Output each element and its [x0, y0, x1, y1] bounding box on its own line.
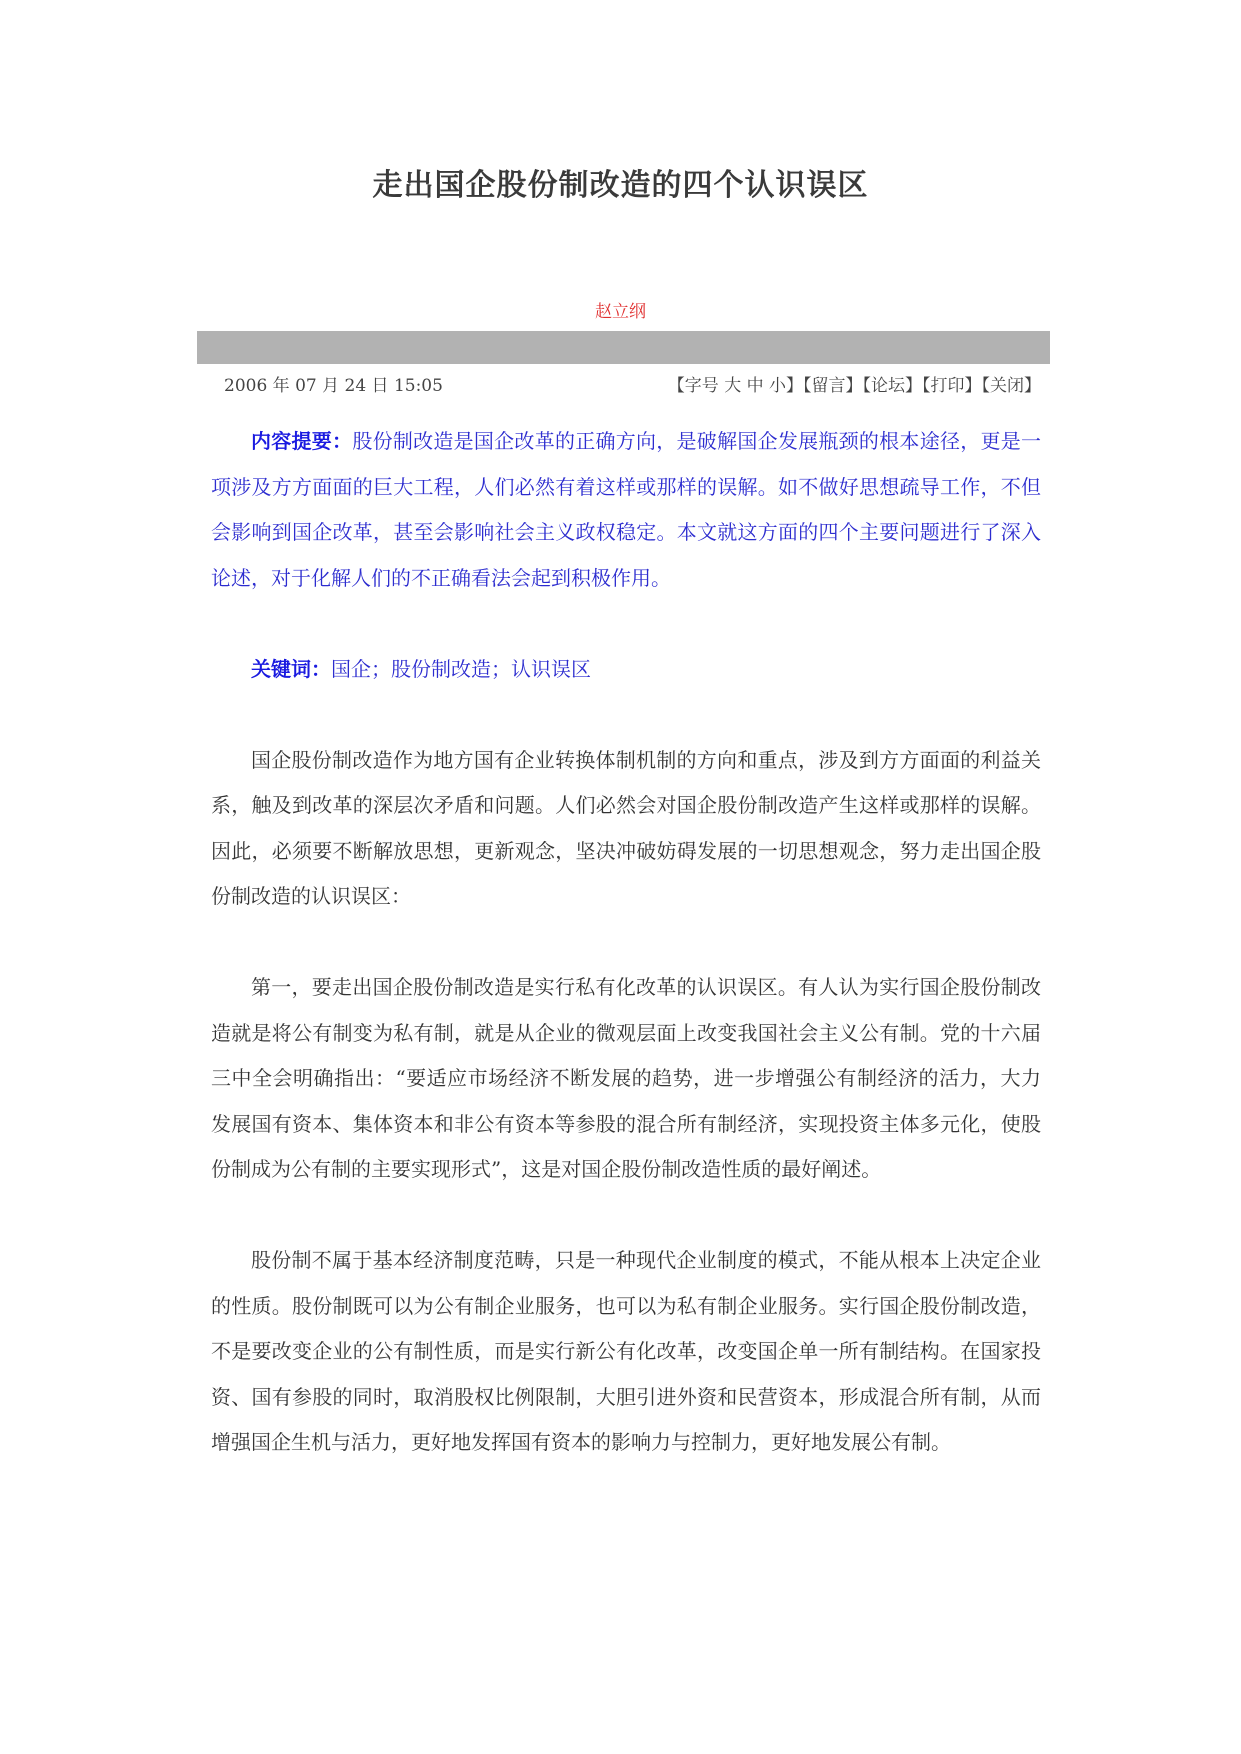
- body-paragraph: 国企股份制改造作为地方国有企业转换体制机制的方向和重点，涉及到方方面面的利益关系，触及到改革的深层次矛盾和问题。人们必然会对国企股份制改造产生这样或那样的误解。因此，必须要不断解放思想，更新观念，坚决冲破妨碍发展的一切思想观念，努力走出国企股份制改造的认识误区：: [211, 747, 1041, 908]
- header-divider-bar: [197, 331, 1050, 364]
- article-author: 赵立纲: [595, 302, 646, 322]
- font-size-medium-link[interactable]: 中: [746, 376, 764, 396]
- article-title: 走出国企股份制改造的四个认识误区: [372, 168, 869, 203]
- print-link[interactable]: 【打印】: [922, 376, 982, 396]
- abstract-label: 内容提要：: [251, 429, 353, 453]
- forum-link[interactable]: 【论坛】: [862, 376, 922, 396]
- keywords-paragraph: [211, 647, 1041, 693]
- font-size-large-link[interactable]: 大: [724, 376, 742, 396]
- article-body: [211, 419, 1041, 1466]
- font-size-prefix: 【字号: [667, 376, 725, 396]
- abstract-text: 股份制改造是国企改革的正确方向，是破解国企发展瓶颈的根本途径，更是一项涉及方方面面的巨大工程，人们必然有着这样或那样的误解。如不做好思想疏导工作，不但会影响到国企改革，甚至会影响社会主义政权稳定。本文就这方面的四个主要问题进行了深入论述，对于化解人们的不正确看法会起到积极作用。: [211, 429, 1042, 590]
- close-link[interactable]: 【关闭】: [981, 376, 1041, 396]
- article-toolbar: [668, 374, 1041, 398]
- keywords-label: 关键词：: [251, 656, 331, 681]
- keywords-text: 国企；股份制改造；认识误区: [331, 656, 591, 681]
- body-paragraph: 第一，要走出国企股份制改造是实行私有化改革的认识误区。有人认为实行国企股份制改造就是将公有制变为私有制，就是从企业的微观层面上改变我国社会主义公有制。党的十六届三中全会明确指出：“要适应市场经济不断发展的趋势，进一步增强公有制经济的活力，大力发展国有资本、集体资本和非公有资本等参股的混合所有制经济，实现投资主体多元化，使股份制成为公有制的主要实现形式”，这是对国企股份制改造性质的最好阐述。: [211, 975, 1041, 1181]
- publish-date: 2006 年 07 月 24 日 15:05: [224, 376, 443, 396]
- comment-link[interactable]: 【留言】: [803, 376, 863, 396]
- font-size-suffix: 】: [786, 376, 803, 396]
- body-paragraph: 股份制不属于基本经济制度范畴，只是一种现代企业制度的模式，不能从根本上决定企业的性质。股份制既可以为公有制企业服务，也可以为私有制企业服务。实行国企股份制改造，不是要改变企业的公有制性质，而是实行新公有化改革，改变国企单一所有制结构。在国家投资、国有参股的同时，取消股权比例限制，大胆引进外资和民营资本，形成混合所有制，从而增强国企生机与活力，更好地发挥国有资本的影响力与控制力，更好地发展公有制。: [211, 1248, 1041, 1454]
- font-size-small-link[interactable]: 小: [769, 376, 786, 396]
- abstract-paragraph: [211, 419, 1041, 601]
